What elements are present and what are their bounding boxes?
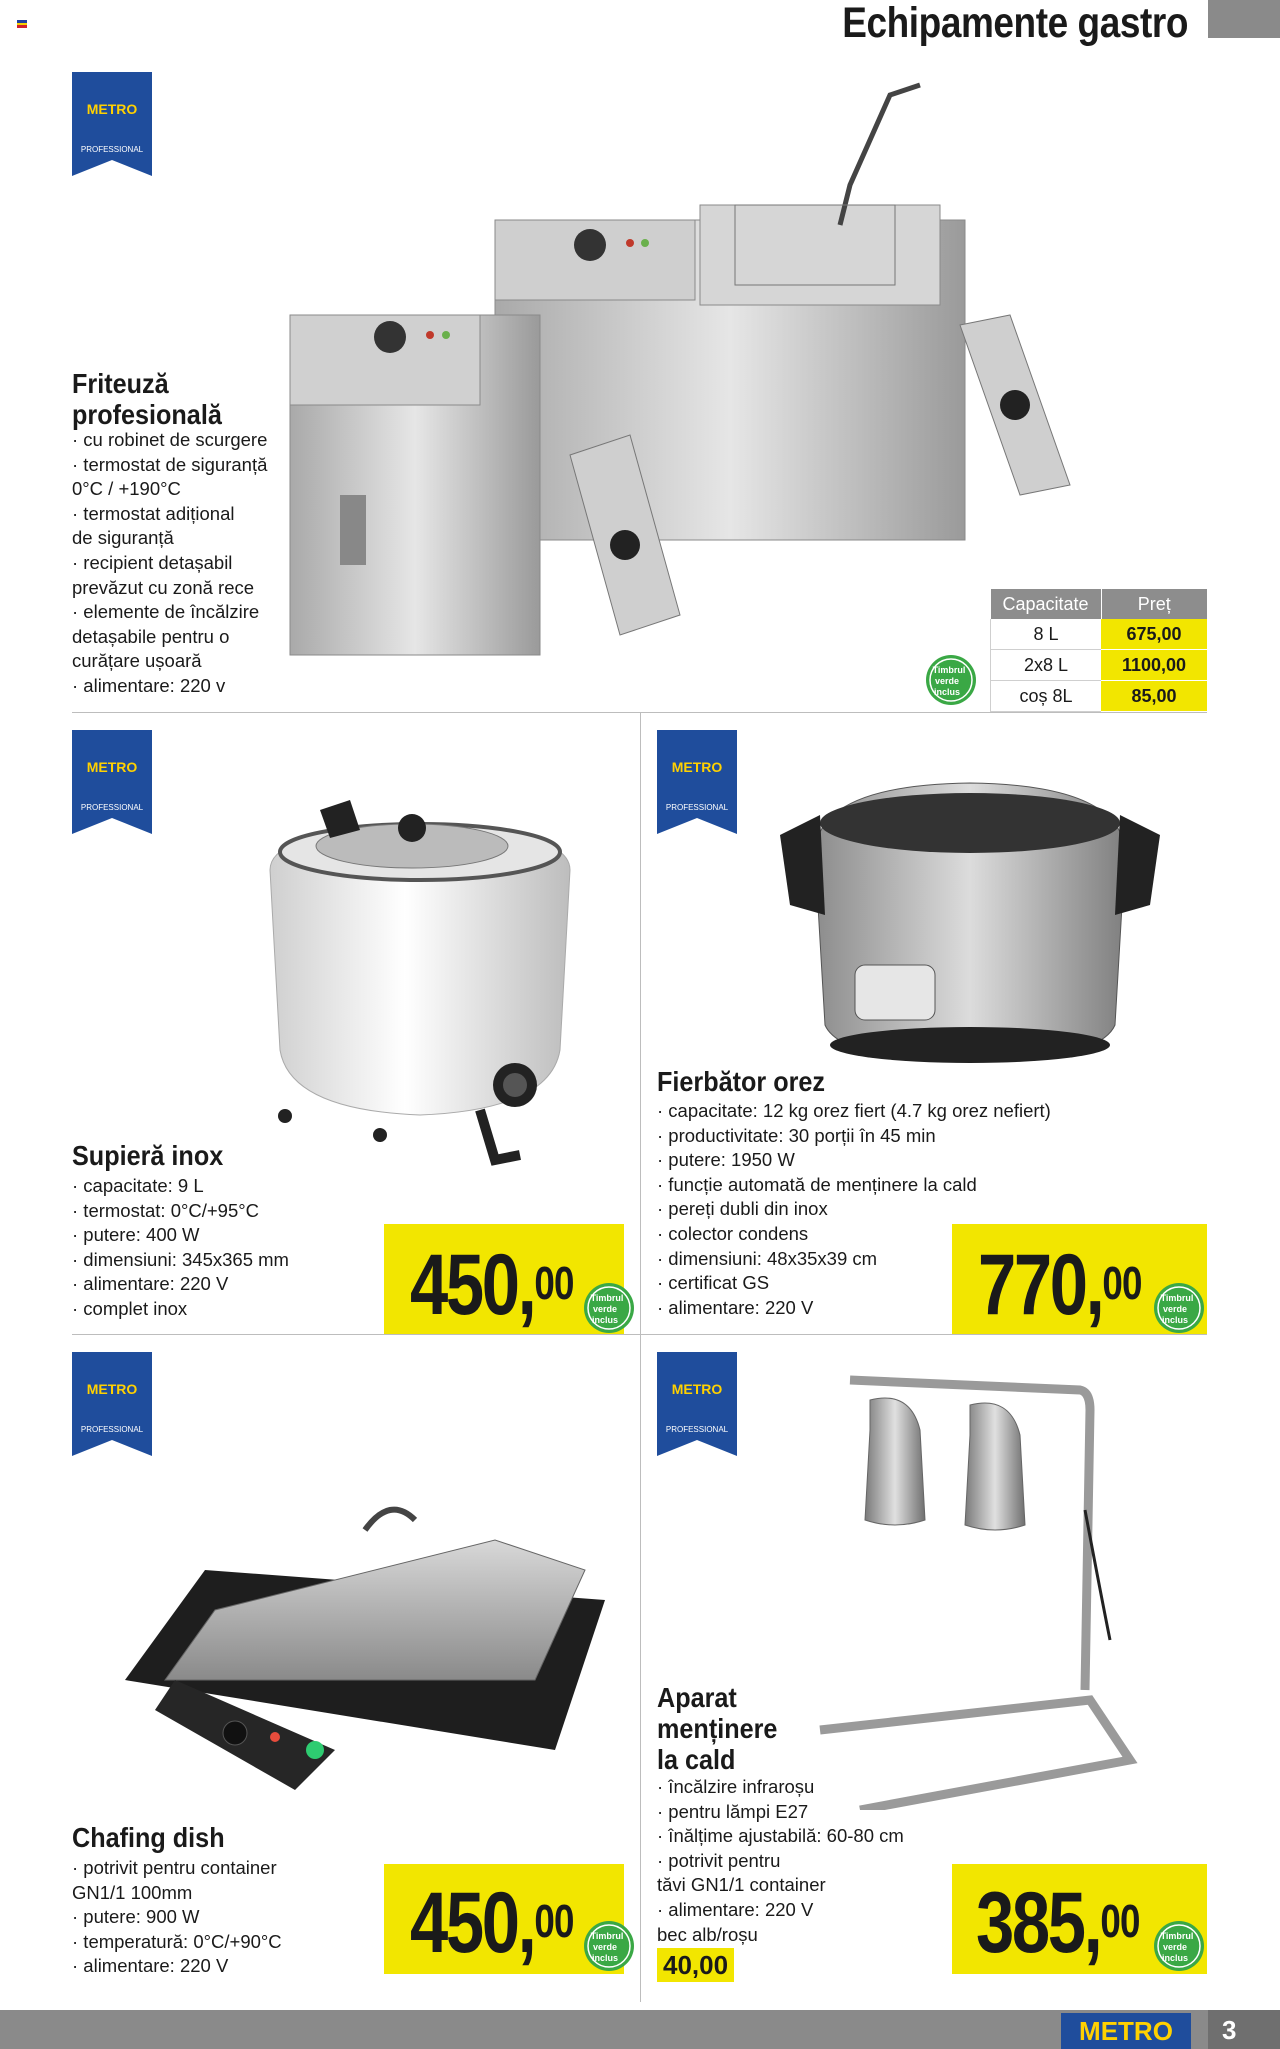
soup-title: Supieră inox — [72, 1140, 224, 1171]
feature-line: · alimentare: 220 V — [657, 1296, 814, 1318]
metro-professional-badge — [72, 1352, 152, 1462]
feature-line: · alimentare: 220 V — [657, 1898, 814, 1920]
header-bar — [1208, 0, 1280, 38]
feature-line: bec alb/roșu — [657, 1923, 758, 1945]
table-cell: 8 L — [991, 619, 1102, 650]
feature-line: · dimensiuni: 48x35x39 cm — [657, 1247, 878, 1269]
soup-kettle-image — [250, 790, 590, 1170]
table-header: Preț — [1101, 589, 1207, 619]
svg-text:METRO: METRO — [86, 1381, 138, 1397]
table-cell: coș 8L — [991, 681, 1102, 712]
feature-line: · capacitate: 12 kg orez fiert (4.7 kg orez nefiert) — [657, 1100, 1051, 1121]
fryer-features — [72, 428, 267, 699]
feature-line: · termostat de siguranță — [72, 453, 268, 475]
svg-text:verde: verde — [592, 1942, 618, 1952]
feature-line: · alimentare: 220 V — [72, 1955, 229, 1977]
svg-text:Timbrul: Timbrul — [1160, 1931, 1194, 1941]
feature-line: · termostat: 0°C/+95°C — [72, 1199, 260, 1221]
soup-price: 450,00 — [410, 1237, 574, 1333]
svg-text:PROFESSIONAL: PROFESSIONAL — [80, 1425, 144, 1434]
timbrul-verde-stamp-icon — [583, 1920, 635, 1972]
table-cell: 85,00 — [1101, 681, 1207, 712]
heat-lamp-title: Aparat menținere la cald — [657, 1682, 778, 1775]
feature-line: · funcție automată de menținere la cald — [657, 1173, 977, 1195]
feature-line: · pereți dubli din inox — [657, 1198, 828, 1220]
feature-line: · elemente de încălzire — [72, 601, 260, 623]
rice-cooker-price: 770,00 — [978, 1237, 1142, 1333]
svg-text:inclus: inclus — [591, 1315, 619, 1325]
heat-lamp-image — [800, 1370, 1160, 1810]
feature-line: · complet inox — [72, 1297, 188, 1319]
timbrul-verde-stamp-icon — [925, 654, 977, 706]
table-cell: 675,00 — [1101, 619, 1207, 650]
divider — [640, 712, 641, 2002]
rice-cooker-title: Fierbător orez — [657, 1066, 826, 1097]
svg-text:inclus: inclus — [1161, 1315, 1189, 1325]
page-title: Echipamente gastro — [842, 0, 1188, 47]
timbrul-verde-stamp-icon — [1153, 1282, 1205, 1334]
svg-text:inclus: inclus — [1161, 1953, 1189, 1963]
heat-lamp-price: 385,00 — [976, 1875, 1140, 1971]
svg-text:METRO: METRO — [86, 759, 138, 775]
svg-text:PROFESSIONAL: PROFESSIONAL — [80, 803, 144, 812]
feature-line: · certificat GS — [657, 1272, 770, 1294]
svg-text:verde: verde — [934, 676, 960, 686]
svg-text:PROFESSIONAL: PROFESSIONAL — [665, 1425, 729, 1434]
feature-line: · alimentare: 220 V — [72, 1273, 229, 1295]
feature-line: · înălțime ajustabilă: 60-80 cm — [657, 1825, 904, 1847]
svg-text:PROFESSIONAL: PROFESSIONAL — [80, 145, 144, 154]
chafing-dish-features — [72, 1856, 282, 1979]
feature-line: · recipient detașabil — [72, 551, 233, 573]
table-row — [991, 650, 1208, 681]
feature-line: · alimentare: 220 v — [72, 674, 226, 696]
page-number: 3 — [1222, 2015, 1237, 2045]
feature-line: · putere: 1950 W — [657, 1149, 795, 1171]
table-row — [991, 619, 1208, 650]
table-row — [991, 681, 1208, 712]
flag-icon — [17, 20, 27, 28]
table-header: Capacitate — [991, 589, 1102, 619]
feature-line: 0°C / +190°C — [72, 478, 181, 500]
metro-professional-badge — [657, 730, 737, 840]
svg-text:verde: verde — [1162, 1304, 1188, 1314]
metro-professional-badge — [72, 72, 152, 182]
svg-text:Timbrul: Timbrul — [932, 665, 966, 675]
feature-line: · termostat adițional — [72, 502, 235, 524]
feature-line: · potrivit pentru container — [72, 1857, 277, 1878]
rice-cooker-image — [780, 775, 1160, 1075]
table-cell: 2x8 L — [991, 650, 1102, 681]
feature-line: de siguranță — [72, 527, 174, 549]
chafing-dish-price: 450,00 — [410, 1875, 574, 1971]
feature-line: · cu robinet de scurgere — [72, 429, 268, 450]
feature-line: · capacitate: 9 L — [72, 1175, 204, 1196]
feature-line: prevăzut cu zonă rece — [72, 576, 255, 598]
feature-line: · productivitate: 30 porții în 45 min — [657, 1124, 936, 1146]
svg-text:METRO: METRO — [86, 101, 138, 117]
metro-professional-badge — [72, 730, 152, 840]
table-cell: 1100,00 — [1101, 650, 1207, 681]
svg-text:verde: verde — [1162, 1942, 1188, 1952]
metro-professional-badge — [657, 1352, 737, 1462]
feature-line: · dimensiuni: 345x365 mm — [72, 1248, 289, 1270]
soup-features — [72, 1174, 289, 1322]
svg-text:inclus: inclus — [591, 1953, 619, 1963]
feature-line: · temperatură: 0°C/+90°C — [72, 1930, 282, 1952]
feature-line: GN1/1 100mm — [72, 1881, 193, 1903]
timbrul-verde-stamp-icon — [583, 1282, 635, 1334]
feature-line: · încălzire infraroșu — [657, 1776, 815, 1797]
feature-line: · colector condens — [657, 1222, 809, 1244]
feature-line: · potrivit pentru — [657, 1849, 781, 1871]
timbrul-verde-stamp-icon — [1153, 1920, 1205, 1972]
feature-line: · putere: 900 W — [72, 1906, 200, 1928]
fryer-image — [280, 75, 1110, 695]
feature-line: · putere: 400 W — [72, 1224, 200, 1246]
heat-lamp-features — [657, 1775, 904, 1947]
svg-text:METRO: METRO — [671, 1381, 723, 1397]
fryer-title: Friteuză profesională — [72, 368, 222, 430]
svg-text:verde: verde — [592, 1304, 618, 1314]
svg-text:Timbrul: Timbrul — [1160, 1293, 1194, 1303]
bulb-price: 40,00 — [657, 1948, 734, 1982]
feature-line: tăvi GN1/1 container — [657, 1874, 826, 1896]
svg-text:Timbrul: Timbrul — [590, 1931, 624, 1941]
svg-text:METRO: METRO — [671, 759, 723, 775]
feature-line: detașabile pentru o — [72, 625, 230, 647]
svg-text:PROFESSIONAL: PROFESSIONAL — [665, 803, 729, 812]
page-number-box — [1208, 2010, 1280, 2049]
metro-logo: METRO — [1061, 2013, 1191, 2049]
feature-line: · pentru lămpi E27 — [657, 1800, 809, 1822]
feature-line: curățare ușoară — [72, 650, 202, 672]
svg-text:inclus: inclus — [933, 687, 961, 697]
svg-text:Timbrul: Timbrul — [590, 1293, 624, 1303]
chafing-dish-title: Chafing dish — [72, 1822, 225, 1853]
fryer-price-table — [990, 589, 1207, 712]
chafing-dish-image — [115, 1450, 615, 1790]
